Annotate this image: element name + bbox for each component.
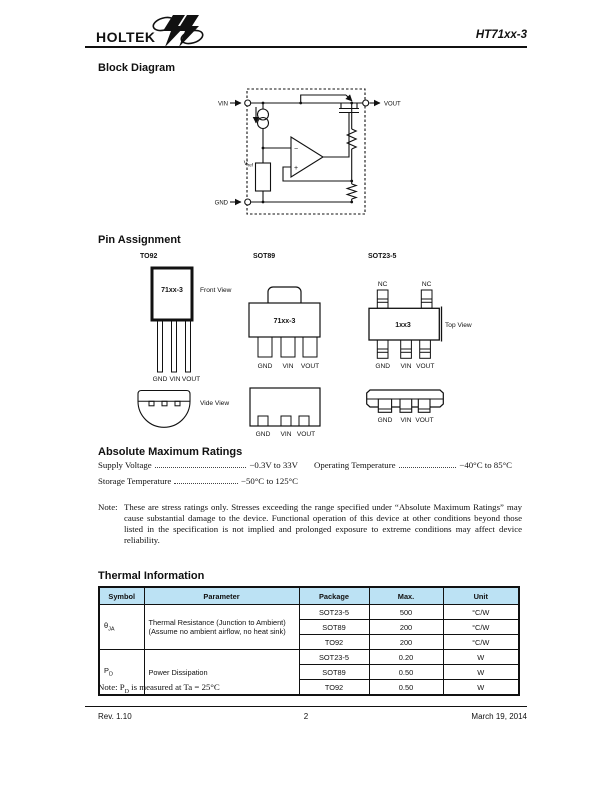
sot89-pin-vout: VOUT: [300, 363, 320, 370]
sot89-front-figure: [248, 250, 370, 385]
to92-front-figure: [138, 250, 260, 385]
sot23s-pin-vin: VIN: [400, 417, 412, 424]
to92-pin-vin: VIN: [169, 376, 181, 383]
col-unit: Unit: [443, 587, 519, 605]
symbol-pd: $P_D$: [99, 650, 144, 696]
parameter-power-dissipation: Power Dissipation: [144, 650, 299, 696]
sot23-view-label: Top View: [445, 322, 472, 329]
section-title-block-diagram: Block Diagram: [98, 62, 176, 74]
rating-storage-temp: [98, 476, 298, 492]
cell-max: 0.20: [369, 650, 443, 665]
block-diagram-schematic: [200, 84, 412, 226]
col-symbol: Symbol: [99, 587, 144, 605]
sot89-pin-gnd: GND: [257, 363, 273, 370]
diagram-vin-label: VIN: [217, 101, 228, 108]
ratings-left-column: [98, 460, 298, 492]
header-rule: [85, 46, 527, 48]
cell-max: 500: [369, 605, 443, 620]
thermal-note: Note: $P_D$ is measured at Ta = 25°C: [98, 682, 220, 695]
cell-unit: W: [443, 665, 519, 680]
to92-pin-gnd: GND: [152, 376, 168, 383]
cell-package: SOT89: [299, 620, 369, 635]
sot23s-pin-vout: VOUT: [415, 417, 434, 424]
rating-value: −50°C to 125°C: [241, 476, 298, 486]
brand-name: HOLTEK: [96, 29, 156, 45]
to92-chip-label: 71xx-3: [161, 287, 183, 294]
rating-label: Operating Temperature: [314, 460, 396, 470]
sot23-chip-label: 1xx3: [395, 322, 411, 329]
part-number: HT71xx-3: [475, 29, 527, 41]
section-title-abs-max: Absolute Maximum Ratings: [98, 446, 243, 458]
cell-unit: W: [443, 680, 519, 696]
dotted-leader: [399, 467, 457, 468]
rating-operating-temp: [314, 460, 512, 476]
page-number: 2: [303, 712, 309, 721]
sot23s-pin-gnd: GND: [377, 417, 393, 424]
to92-bottom-view-label: Vide View: [200, 400, 230, 407]
cell-max: 0.50: [369, 665, 443, 680]
rating-label: Supply Voltage: [98, 460, 152, 470]
cell-package: SOT23-5: [299, 650, 369, 665]
sot23-nc-2: NC: [421, 281, 432, 288]
sot89-pin-vin: VIN: [282, 363, 294, 370]
col-parameter: Parameter: [144, 587, 299, 605]
opamp-minus: −: [294, 145, 299, 153]
sot23-name: SOT23-5: [368, 253, 397, 260]
sot23-pin-vout: VOUT: [416, 363, 435, 370]
ratings-right-column: [314, 460, 512, 476]
parameter-thermal-resistance: Thermal Resistance (Junction to Ambient) (Assume no ambient airflow, no heat sink): [144, 605, 299, 650]
cell-unit: °C/W: [443, 605, 519, 620]
cell-package: TO92: [299, 635, 369, 650]
cell-unit: W: [443, 650, 519, 665]
revision-label: Rev. 1.10: [98, 712, 132, 721]
sot23-top-figure: [358, 250, 495, 385]
cell-max: 200: [369, 635, 443, 650]
sot23-pin-gnd: GND: [375, 363, 391, 370]
col-max: Max.: [369, 587, 443, 605]
thermal-table: [98, 586, 520, 696]
to92-bottom-figure: [136, 388, 256, 438]
sot89-bottom-figure: [248, 384, 368, 440]
cell-max: 0.50: [369, 680, 443, 696]
abs-max-note: [98, 502, 522, 546]
dotted-leader: [174, 483, 238, 484]
table-row: [99, 650, 519, 665]
sot89b-pin-vin: VIN: [280, 431, 292, 438]
cell-package: TO92: [299, 680, 369, 696]
to92-pin-vout: VOUT: [181, 376, 201, 383]
sot89-chip-label: 71xx-3: [273, 318, 296, 325]
diagram-vref-label: $V_{ref}$: [243, 161, 253, 168]
cell-unit: °C/W: [443, 620, 519, 635]
rating-supply-voltage: [98, 460, 298, 476]
section-title-thermal: Thermal Information: [98, 570, 205, 582]
footer-rule: [85, 706, 527, 707]
note-label: Note:: [98, 502, 118, 512]
sot89-name: SOT89: [253, 253, 276, 260]
diagram-gnd-label: GND: [214, 200, 228, 207]
opamp-plus: +: [294, 165, 299, 172]
diagram-vout-label: VOUT: [384, 101, 401, 108]
to92-view-label: Front View: [200, 287, 232, 294]
note-text: These are stress ratings only. Stresses exceeding the range specified under “Absolute Maximum Ratings” may cause substantial damage to the device. Functional operation of this device at other conditions beyond those listed in the specification is not implied and prolonged exposure to extreme conditions may affect device reliability.: [124, 502, 522, 545]
col-package: Package: [299, 587, 369, 605]
sot23-pin-vin: VIN: [400, 363, 412, 370]
section-title-pin-assignment: Pin Assignment: [98, 234, 181, 246]
holtek-logo: [96, 14, 204, 48]
rating-value: −40°C to 85°C: [459, 460, 512, 470]
sot23-nc-1: NC: [377, 281, 388, 288]
cell-unit: °C/W: [443, 635, 519, 650]
dotted-leader: [155, 467, 247, 468]
holtek-emblem-icon: [152, 14, 204, 48]
sot89b-pin-vout: VOUT: [296, 431, 316, 438]
table-row: [99, 605, 519, 620]
cell-max: 200: [369, 620, 443, 635]
date-label: March 19, 2014: [471, 712, 527, 721]
rating-label: Storage Temperature: [98, 476, 172, 486]
rating-value: −0.3V to 33V: [249, 460, 298, 470]
cell-package: SOT89: [299, 665, 369, 680]
sot23-side-figure: [360, 384, 472, 440]
to92-name: TO92: [140, 253, 158, 260]
thermal-header-row: [99, 587, 519, 605]
symbol-theta-ja: $\theta_{JA}$: [99, 605, 144, 650]
cell-package: SOT23-5: [299, 605, 369, 620]
sot89b-pin-gnd: GND: [255, 431, 271, 438]
